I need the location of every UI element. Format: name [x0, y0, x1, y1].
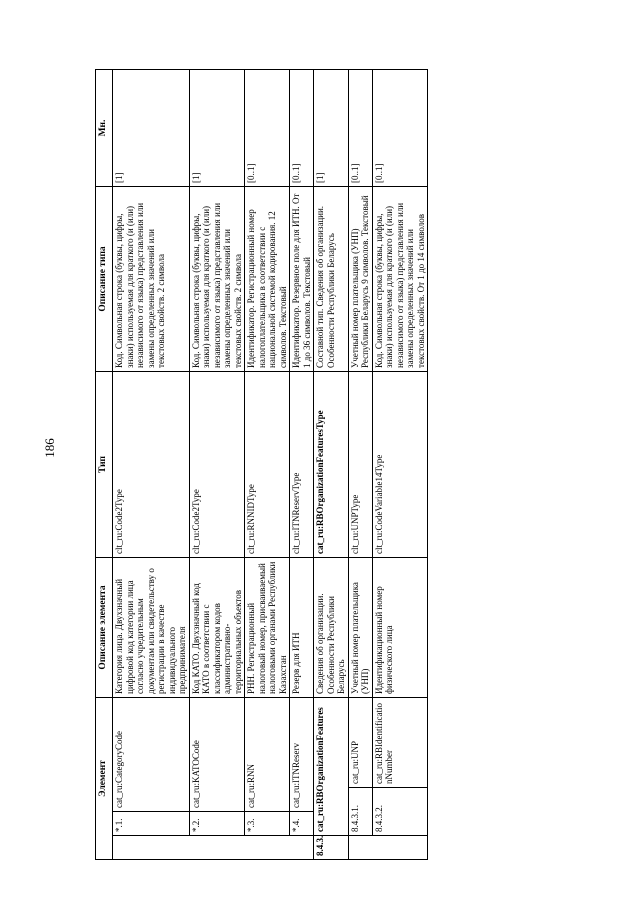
- type-description: Учетный номер плательщика (УНП) Республики Беларусь 9 символов. Текстовый: [348, 186, 372, 371]
- rotated-table-container: [95, 70, 530, 860]
- type-description: Код. Символьная строка (буквы, цифры, знаки) используемая для краткого (и (или) независимого от языка) представления или замены определенных значений или текстовых свойств. 2 символа: [189, 186, 245, 371]
- element-description: Учетный номер плательщика (УНП): [348, 557, 372, 697]
- element-name: cat_ru:KATOCode: [189, 697, 245, 811]
- element-description: Категория лица. Двухзначный цифровой код категории лица согласно учредительным документам или свидетельству о регистрации в качестве индивидуального предпринимателя: [113, 557, 190, 697]
- element-name: cat_ru:CategoryCode: [113, 697, 190, 811]
- multiplicity: [0..1]: [290, 69, 314, 186]
- element-type: clt_ru:Code2Type: [189, 371, 245, 557]
- type-description: Идентификатор. Резервное поле для ИТН. От 1 до 36 символов. Текстовый: [290, 186, 314, 371]
- group-name: cat_ru:RBOrganizationFeatures: [314, 697, 349, 835]
- group-row: [314, 69, 349, 859]
- element-name: cat_ru:RBIdentificationNumber: [372, 697, 428, 787]
- multiplicity: [1]: [113, 69, 190, 186]
- multiplicity: [1]: [189, 69, 245, 186]
- indent-cell: [189, 836, 245, 860]
- header-type-description: Описание типа: [96, 186, 113, 371]
- element-type: clt_ru:ITNReservType: [290, 371, 314, 557]
- group-description: Сведения об организации. Особенности Республики Беларусь: [314, 557, 349, 697]
- table-row: [245, 69, 290, 859]
- indent-cell: [290, 836, 314, 860]
- schema-table: [95, 69, 428, 860]
- group-multiplicity: [1]: [314, 69, 349, 186]
- row-number: 8.4.3.2.: [372, 788, 428, 836]
- indent-cell: [113, 836, 190, 860]
- header-description: Описание элемента: [96, 557, 113, 697]
- element-type: clt_ru:RNNIDType: [245, 371, 290, 557]
- element-type: clt_ru:UNPType: [348, 371, 372, 557]
- type-description: Код. Символьная строка (буквы, цифры, знаки) используемая для краткого (и (или) независимого от языка) представления или замены определенных значений или текстовых свойств. 2 символа: [113, 186, 190, 371]
- indent-cell: [245, 836, 290, 860]
- multiplicity: [0..1]: [348, 69, 372, 186]
- table-row: [348, 69, 372, 859]
- element-name: cat_ru:RNN: [245, 697, 290, 811]
- table-row: [290, 69, 314, 859]
- group-number: 8.4.3.: [314, 836, 349, 860]
- multiplicity: [0..1]: [372, 69, 428, 186]
- group-type-description: Составной тип. Сведения об организации. Особенности Республики Беларусь: [314, 186, 349, 371]
- element-description: Идентификационный номер физического лица: [372, 557, 428, 697]
- element-description: РНН. Регистрационный налоговый номер, присваиваемый налоговыми органами Республики Казахстан: [245, 557, 290, 697]
- element-description: Код КАТО. Двухзначный код КАТО в соответствии с классификатором кодов административно-территориальных объектов: [189, 557, 245, 697]
- header-row: [96, 69, 113, 859]
- header-element: Элемент: [96, 697, 113, 859]
- row-number: *.3.: [245, 812, 290, 836]
- element-name: cat_ru:UNP: [348, 697, 372, 787]
- table-row: [189, 69, 245, 859]
- table-row: [113, 69, 190, 859]
- type-description: Идентификатор. Регистрационный номер налогоплательщика в соответствии с национальной системой кодирования. 12 символов. Текстовый: [245, 186, 290, 371]
- indent-cell: [372, 836, 428, 860]
- header-type: Тип: [96, 371, 113, 557]
- type-description: Код. Символьная строка (буквы, цифры, знаки) используемая для краткого (и (или) независимого от языка) представления или замены определенных значений или текстовых свойств. От 1 до 14 символов: [372, 186, 428, 371]
- element-description: Резерв для ИТН: [290, 557, 314, 697]
- element-type: clt_ru:CodeVariable14Type: [372, 371, 428, 557]
- element-name: cat_ru:ITNReserv: [290, 697, 314, 811]
- table-row: [372, 69, 428, 859]
- page-number: 186: [42, 438, 57, 458]
- group-type: cat_ru:RBOrganizationFeaturesType: [314, 371, 349, 557]
- multiplicity: [0..1]: [245, 69, 290, 186]
- row-number: *.2.: [189, 812, 245, 836]
- element-type: clt_ru:Code2Type: [113, 371, 190, 557]
- indent-cell: [348, 836, 372, 860]
- row-number: 8.4.3.1.: [348, 788, 372, 836]
- header-multiplicity: Мн.: [96, 69, 113, 186]
- row-number: *.1.: [113, 812, 190, 836]
- row-number: *.4.: [290, 812, 314, 836]
